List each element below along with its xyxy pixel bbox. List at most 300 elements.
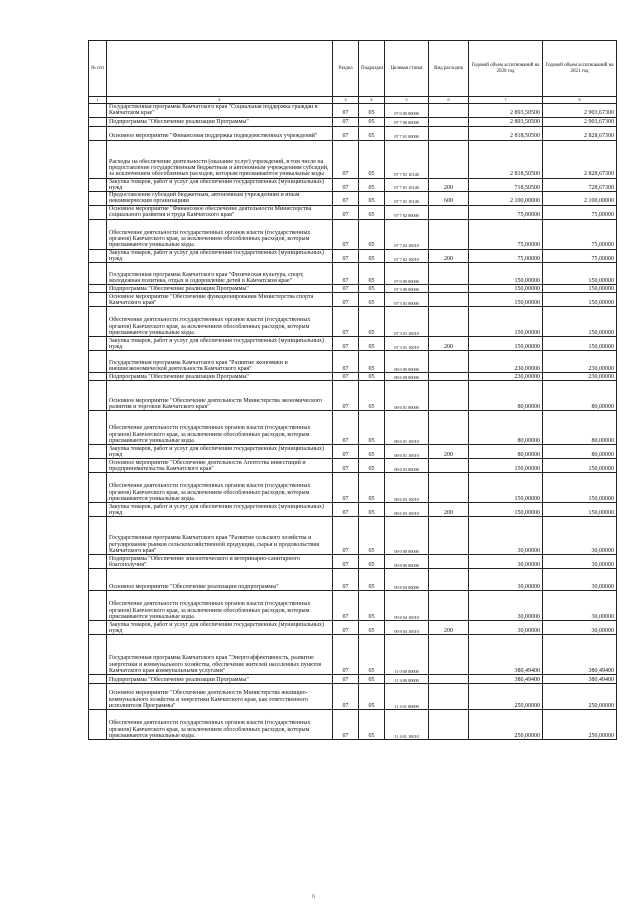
section-cell: 07 <box>333 178 359 192</box>
section-cell: 07 <box>333 675 359 684</box>
row-number-cell <box>89 710 107 740</box>
subsection-cell: 05 <box>359 517 385 555</box>
subsection-cell: 05 <box>359 635 385 675</box>
volume-2020-cell: 230,00000 <box>469 373 543 381</box>
volume-2021-cell: 728,67300 <box>543 178 617 192</box>
column-number: 2 <box>107 97 333 104</box>
target-article-cell: 07 7 02 10010 <box>385 219 429 249</box>
expense-name-cell: Закупка товаров, работ и услуг для обеспечения государственных (муниципальных) нужд <box>107 178 333 192</box>
expense-name-cell: Государственная программа Камчатского края "Энергоэффективность, развитие энергетики и коммунального хозяйства, обеспечение жителей населенных пунктов Камчатского края коммунальными услугами" <box>107 635 333 675</box>
volume-2021-cell: 150,00000 <box>543 503 617 517</box>
target-article-cell: 09 8 04 10010 <box>385 591 429 621</box>
table-row <box>89 126 617 140</box>
subsection-cell: 05 <box>359 192 385 206</box>
volume-2021-cell: 75,00000 <box>543 219 617 249</box>
volume-2021-cell: 250,00000 <box>543 684 617 710</box>
expense-type-cell: 200 <box>429 178 469 192</box>
subsection-cell: 05 <box>359 178 385 192</box>
row-number-cell <box>89 205 107 219</box>
table-row <box>89 263 617 285</box>
volume-2020-cell: 2 893,50500 <box>469 104 543 118</box>
volume-2020-cell: 150,00000 <box>469 307 543 337</box>
section-cell: 07 <box>333 517 359 555</box>
volume-2021-cell: 2 100,00000 <box>543 192 617 206</box>
section-cell: 07 <box>333 411 359 445</box>
section-cell: 07 <box>333 381 359 411</box>
expense-type-cell <box>429 219 469 249</box>
volume-2020-cell: 150,00000 <box>469 263 543 285</box>
table-header-row <box>89 41 617 97</box>
target-article-cell: 08 6 01 10010 <box>385 411 429 445</box>
volume-2021-cell: 75,00000 <box>543 205 617 219</box>
subsection-cell: 05 <box>359 684 385 710</box>
expense-name-cell: Основное мероприятие "Финансовое обеспечение деятельности Министерства социального развития и труда Камчатского края" <box>107 205 333 219</box>
subsection-cell: 05 <box>359 351 385 373</box>
expense-name-cell: Подпрограмма "Обеспечение эпизоотического и ветеринарно-санитарного благополучия" <box>107 555 333 569</box>
expense-name-cell: Обеспечение деятельности государственных органов власти (государственных органов) Камчатского края, за исключением обособленных расходов, которым присваиваются уникальные коды. <box>107 219 333 249</box>
subsection-cell: 05 <box>359 140 385 178</box>
expense-type-cell <box>429 381 469 411</box>
subsection-cell: 05 <box>359 621 385 635</box>
section-cell: 07 <box>333 126 359 140</box>
header-expense-type: Вид расходов <box>429 41 469 97</box>
row-number-cell <box>89 445 107 459</box>
volume-2021-cell: 150,00000 <box>543 459 617 473</box>
table-body <box>89 104 617 740</box>
expense-name-cell: Обеспечение деятельности государственных органов власти (государственных органов) Камчатского края, за исключением обособленных расходов, которым присваиваются уникальные коды. <box>107 307 333 337</box>
expense-type-cell: 200 <box>429 445 469 459</box>
volume-2020-cell: 150,00000 <box>469 503 543 517</box>
table-row <box>89 411 617 445</box>
table-row <box>89 569 617 591</box>
target-article-cell: 08 6 01 10010 <box>385 445 429 459</box>
table-row <box>89 178 617 192</box>
volume-2020-cell: 150,00000 <box>469 459 543 473</box>
header-section: Раздел <box>333 41 359 97</box>
target-article-cell: 07 7 01 00000 <box>385 126 429 140</box>
subsection-cell: 05 <box>359 126 385 140</box>
subsection-cell: 05 <box>359 205 385 219</box>
volume-2020-cell: 150,00000 <box>469 473 543 503</box>
expense-name-cell: Основное мероприятие "Обеспечение реализации подпрограммы" <box>107 569 333 591</box>
target-article-cell: 11 4 00 00000 <box>385 675 429 684</box>
section-cell: 07 <box>333 445 359 459</box>
expense-type-cell <box>429 104 469 118</box>
column-number: 1 <box>89 97 107 104</box>
volume-2020-cell: 150,00000 <box>469 285 543 293</box>
section-cell: 07 <box>333 140 359 178</box>
table-row <box>89 285 617 293</box>
expense-type-cell <box>429 473 469 503</box>
expense-type-cell: 200 <box>429 249 469 263</box>
subsection-cell: 05 <box>359 219 385 249</box>
row-number-cell <box>89 178 107 192</box>
volume-2021-cell: 80,00000 <box>543 411 617 445</box>
row-number-cell <box>89 411 107 445</box>
section-cell: 07 <box>333 555 359 569</box>
target-article-cell: 08 0 00 00000 <box>385 351 429 373</box>
expense-type-cell <box>429 307 469 337</box>
table-row <box>89 473 617 503</box>
header-volume-2021: Годовой объем ассигнований на 2021 год <box>543 41 617 97</box>
volume-2021-cell: 80,00000 <box>543 381 617 411</box>
volume-2020-cell: 2 893,50500 <box>469 117 543 126</box>
expense-name-cell: Закупка товаров, работ и услуг для обеспечения государственных (муниципальных) нужд <box>107 249 333 263</box>
expense-type-cell <box>429 675 469 684</box>
volume-2020-cell: 380,49400 <box>469 675 543 684</box>
expense-name-cell: Основное мероприятие "Финансовая поддержка подведомственных учреждений" <box>107 126 333 140</box>
subsection-cell: 05 <box>359 373 385 381</box>
subsection-cell: 05 <box>359 117 385 126</box>
expense-type-cell <box>429 459 469 473</box>
target-article-cell: 08 6 03 00000 <box>385 459 429 473</box>
expense-type-cell <box>429 569 469 591</box>
subsection-cell: 05 <box>359 411 385 445</box>
header-volume-2020: Годовой объем ассигнований на 2020 год <box>469 41 543 97</box>
volume-2021-cell: 80,00000 <box>543 445 617 459</box>
column-number: 5 <box>385 97 429 104</box>
volume-2020-cell: 75,00000 <box>469 249 543 263</box>
table-row <box>89 219 617 249</box>
expense-type-cell <box>429 126 469 140</box>
section-cell: 07 <box>333 192 359 206</box>
volume-2021-cell: 2 903,67300 <box>543 117 617 126</box>
target-article-cell: 07 3 00 00000 <box>385 285 429 293</box>
target-article-cell: 08 6 03 10010 <box>385 503 429 517</box>
target-article-cell: 07 7 02 10010 <box>385 249 429 263</box>
volume-2021-cell: 250,00000 <box>543 710 617 740</box>
volume-2020-cell: 718,50500 <box>469 178 543 192</box>
expense-name-cell: Обеспечение деятельности государственных органов власти (государственных органов) Камчатского края, за исключением обособленных расходов, которым присваиваются уникальные коды. <box>107 411 333 445</box>
expense-name-cell: Основное мероприятие "Обеспечение функционирования Министерства спорта Камчатского края" <box>107 293 333 307</box>
volume-2020-cell: 30,00000 <box>469 555 543 569</box>
expense-type-cell <box>429 373 469 381</box>
expense-name-cell: Государственная программа Камчатского края "Социальная поддержка граждан в Камчатском крае" <box>107 104 333 118</box>
header-number: № п/п <box>89 41 107 97</box>
volume-2021-cell: 30,00000 <box>543 591 617 621</box>
table-row <box>89 621 617 635</box>
expense-type-cell <box>429 117 469 126</box>
row-number-cell <box>89 117 107 126</box>
volume-2020-cell: 30,00000 <box>469 517 543 555</box>
volume-2020-cell: 80,00000 <box>469 445 543 459</box>
subsection-cell: 05 <box>359 307 385 337</box>
volume-2020-cell: 80,00000 <box>469 381 543 411</box>
row-number-cell <box>89 381 107 411</box>
expense-type-cell <box>429 710 469 740</box>
expense-name-cell: Подпрограмма "Обеспечение реализации Программы" <box>107 285 333 293</box>
subsection-cell: 05 <box>359 445 385 459</box>
section-cell: 07 <box>333 249 359 263</box>
volume-2020-cell: 230,00000 <box>469 351 543 373</box>
row-number-cell <box>89 569 107 591</box>
target-article-cell: 09 8 00 00000 <box>385 555 429 569</box>
row-number-cell <box>89 307 107 337</box>
expense-name-cell: Основное мероприятие "Обеспечение деятельности Агентства инвестиций и предпринимательства Камчатского края" <box>107 459 333 473</box>
volume-2021-cell: 150,00000 <box>543 285 617 293</box>
subsection-cell: 05 <box>359 285 385 293</box>
table-row <box>89 675 617 684</box>
table-row <box>89 249 617 263</box>
row-number-cell <box>89 473 107 503</box>
expense-name-cell: Обеспечение деятельности государственных органов власти (государственных органов) Камчатского края, за исключением обособленных расходов, которым присваиваются уникальные коды. <box>107 473 333 503</box>
volume-2021-cell: 2 903,67300 <box>543 104 617 118</box>
section-cell: 07 <box>333 459 359 473</box>
table-row <box>89 293 617 307</box>
table-row <box>89 205 617 219</box>
volume-2021-cell: 75,00000 <box>543 249 617 263</box>
expense-type-cell <box>429 555 469 569</box>
header-target-article: Целевая статья <box>385 41 429 97</box>
row-number-cell <box>89 351 107 373</box>
subsection-cell: 05 <box>359 263 385 285</box>
section-cell: 07 <box>333 285 359 293</box>
row-number-cell <box>89 337 107 351</box>
row-number-cell <box>89 219 107 249</box>
target-article-cell: 09 8 04 10010 <box>385 621 429 635</box>
target-article-cell: 09 8 04 00000 <box>385 569 429 591</box>
expense-name-cell: Предоставление субсидий бюджетным, автономным учреждениям и иным некоммерческим организациям <box>107 192 333 206</box>
appropriations-table <box>88 40 617 740</box>
volume-2020-cell: 30,00000 <box>469 591 543 621</box>
section-cell: 07 <box>333 473 359 503</box>
volume-2021-cell: 30,00000 <box>543 517 617 555</box>
header-name <box>107 41 333 97</box>
volume-2021-cell: 30,00000 <box>543 621 617 635</box>
header-subsection: Подраздел <box>359 41 385 97</box>
volume-2021-cell: 30,00000 <box>543 569 617 591</box>
expense-name-cell: Закупка товаров, работ и услуг для обеспечения государственных (муниципальных) нужд <box>107 621 333 635</box>
expense-type-cell: 200 <box>429 621 469 635</box>
table-row <box>89 445 617 459</box>
target-article-cell: 07 7 00 00000 <box>385 117 429 126</box>
section-cell: 07 <box>333 503 359 517</box>
expense-name-cell: Подпрограмма "Обеспечение реализации Программы" <box>107 373 333 381</box>
table-row <box>89 503 617 517</box>
section-cell: 07 <box>333 205 359 219</box>
subsection-cell: 05 <box>359 473 385 503</box>
table-row <box>89 517 617 555</box>
row-number-cell <box>89 503 107 517</box>
volume-2020-cell: 150,00000 <box>469 293 543 307</box>
row-number-cell <box>89 126 107 140</box>
table-row <box>89 710 617 740</box>
target-article-cell: 11 4 01 10010 <box>385 710 429 740</box>
target-article-cell: 07 0 00 00000 <box>385 104 429 118</box>
expense-name-cell: Закупка товаров, работ и услуг для обеспечения государственных (муниципальных) нужд <box>107 337 333 351</box>
subsection-cell: 05 <box>359 591 385 621</box>
target-article-cell: 07 3 01 10010 <box>385 307 429 337</box>
subsection-cell: 05 <box>359 503 385 517</box>
section-cell: 07 <box>333 104 359 118</box>
expense-name-cell: Основное мероприятие "Обеспечение деятельности Министерства жилищно-коммунального хозяйства и энергетики Камчатского края, как ответственного исполнителя Программы" <box>107 684 333 710</box>
row-number-cell <box>89 621 107 635</box>
target-article-cell: 09 0 00 00000 <box>385 517 429 555</box>
expense-name-cell: Основное мероприятие "Обеспечение деятельности Министерства экономического развития и торговли Камчатского края" <box>107 381 333 411</box>
expense-type-cell <box>429 684 469 710</box>
section-cell: 07 <box>333 351 359 373</box>
volume-2021-cell: 150,00000 <box>543 337 617 351</box>
expense-type-cell <box>429 263 469 285</box>
row-number-cell <box>89 684 107 710</box>
subsection-cell: 05 <box>359 293 385 307</box>
expense-type-cell: 200 <box>429 503 469 517</box>
target-article-cell: 08 6 03 10010 <box>385 473 429 503</box>
volume-2020-cell: 2 100,00000 <box>469 192 543 206</box>
target-article-cell: 07 7 01 10140 <box>385 192 429 206</box>
expense-type-cell <box>429 517 469 555</box>
section-cell: 07 <box>333 373 359 381</box>
section-cell: 07 <box>333 710 359 740</box>
section-cell: 07 <box>333 337 359 351</box>
row-number-cell <box>89 635 107 675</box>
target-article-cell: 07 7 02 00000 <box>385 205 429 219</box>
volume-2020-cell: 2 818,50500 <box>469 126 543 140</box>
table-row <box>89 351 617 373</box>
column-number-row <box>89 97 617 104</box>
expense-name-cell: Государственная программа Камчатского края "Развитие экономики и внешнеэкономической деятельности Камчатского края" <box>107 351 333 373</box>
row-number-cell <box>89 249 107 263</box>
volume-2020-cell: 250,00000 <box>469 684 543 710</box>
row-number-cell <box>89 675 107 684</box>
subsection-cell: 05 <box>359 675 385 684</box>
expense-type-cell <box>429 205 469 219</box>
table-row <box>89 591 617 621</box>
subsection-cell: 05 <box>359 249 385 263</box>
expense-type-cell: 600 <box>429 192 469 206</box>
table-row <box>89 117 617 126</box>
expense-name-cell: Расходы на обеспечение деятельности (оказание услуг) учреждений, в том числе на предоставление государственным бюджетным и автономным учреждениям субсидий, за исключением обособленных расходов, которым присваиваются уникальные коды <box>107 140 333 178</box>
column-number: 8 <box>543 97 617 104</box>
volume-2020-cell: 75,00000 <box>469 205 543 219</box>
volume-2020-cell: 150,00000 <box>469 337 543 351</box>
table-row <box>89 104 617 118</box>
subsection-cell: 05 <box>359 459 385 473</box>
expense-type-cell <box>429 591 469 621</box>
volume-2021-cell: 380,49400 <box>543 675 617 684</box>
row-number-cell <box>89 104 107 118</box>
volume-2020-cell: 30,00000 <box>469 621 543 635</box>
section-cell: 07 <box>333 621 359 635</box>
volume-2020-cell: 75,00000 <box>469 219 543 249</box>
subsection-cell: 05 <box>359 337 385 351</box>
section-cell: 07 <box>333 307 359 337</box>
target-article-cell: 07 3 01 00000 <box>385 293 429 307</box>
table-row <box>89 635 617 675</box>
subsection-cell: 05 <box>359 569 385 591</box>
row-number-cell <box>89 517 107 555</box>
volume-2021-cell: 230,00000 <box>543 373 617 381</box>
volume-2021-cell: 2 828,67300 <box>543 126 617 140</box>
target-article-cell: 07 0 00 00000 <box>385 263 429 285</box>
page-number: 6 <box>312 894 315 900</box>
table-row <box>89 373 617 381</box>
row-number-cell <box>89 591 107 621</box>
expense-name-cell: Подпрограмма "Обеспечение реализации Программы" <box>107 117 333 126</box>
volume-2020-cell: 2 818,50500 <box>469 140 543 178</box>
volume-2021-cell: 2 828,67300 <box>543 140 617 178</box>
section-cell: 07 <box>333 684 359 710</box>
expense-name-cell: Подпрограмма "Обеспечение реализации Программы" <box>107 675 333 684</box>
target-article-cell: 08 6 01 00000 <box>385 381 429 411</box>
row-number-cell <box>89 373 107 381</box>
target-article-cell: 08 6 00 00000 <box>385 373 429 381</box>
column-number: 4 <box>359 97 385 104</box>
volume-2021-cell: 150,00000 <box>543 263 617 285</box>
volume-2021-cell: 150,00000 <box>543 473 617 503</box>
expense-type-cell <box>429 285 469 293</box>
expense-type-cell <box>429 293 469 307</box>
volume-2021-cell: 230,00000 <box>543 351 617 373</box>
expense-type-cell <box>429 411 469 445</box>
row-number-cell <box>89 293 107 307</box>
column-number: 7 <box>469 97 543 104</box>
table-row <box>89 337 617 351</box>
row-number-cell <box>89 192 107 206</box>
volume-2021-cell: 150,00000 <box>543 293 617 307</box>
subsection-cell: 05 <box>359 381 385 411</box>
expense-name-cell: Закупка товаров, работ и услуг для обеспечения государственных (муниципальных) нужд <box>107 445 333 459</box>
subsection-cell: 05 <box>359 710 385 740</box>
table-row <box>89 684 617 710</box>
row-number-cell <box>89 459 107 473</box>
row-number-cell <box>89 285 107 293</box>
expense-name-cell: Обеспечение деятельности государственных органов власти (государственных органов) Камчатского края, за исключением обособленных расходов, которым присваиваются уникальные коды. <box>107 591 333 621</box>
section-cell: 07 <box>333 219 359 249</box>
volume-2021-cell: 150,00000 <box>543 307 617 337</box>
expense-type-cell <box>429 351 469 373</box>
table-row <box>89 459 617 473</box>
table-row <box>89 192 617 206</box>
volume-2021-cell: 30,00000 <box>543 555 617 569</box>
table-row <box>89 381 617 411</box>
section-cell: 07 <box>333 591 359 621</box>
subsection-cell: 05 <box>359 555 385 569</box>
row-number-cell <box>89 140 107 178</box>
subsection-cell: 05 <box>359 104 385 118</box>
expense-name-cell: Государственная программа Камчатского края "Физическая культура, спорт, молодежная политика, отдых и оздоровление детей в Камчатском крае" <box>107 263 333 285</box>
expense-type-cell: 200 <box>429 337 469 351</box>
expense-name-cell: Закупка товаров, работ и услуг для обеспечения государственных (муниципальных) нужд <box>107 503 333 517</box>
target-article-cell: 11 0 00 00000 <box>385 635 429 675</box>
expense-type-cell <box>429 140 469 178</box>
volume-2020-cell: 380,49400 <box>469 635 543 675</box>
target-article-cell: 07 7 01 10140 <box>385 140 429 178</box>
table-row <box>89 140 617 178</box>
column-number: 3 <box>333 97 359 104</box>
section-cell: 07 <box>333 635 359 675</box>
volume-2020-cell: 30,00000 <box>469 569 543 591</box>
section-cell: 07 <box>333 263 359 285</box>
section-cell: 07 <box>333 117 359 126</box>
volume-2021-cell: 380,49400 <box>543 635 617 675</box>
row-number-cell <box>89 555 107 569</box>
volume-2020-cell: 80,00000 <box>469 411 543 445</box>
section-cell: 07 <box>333 293 359 307</box>
target-article-cell: 11 4 01 00000 <box>385 684 429 710</box>
table-row <box>89 555 617 569</box>
section-cell: 07 <box>333 569 359 591</box>
column-number: 6 <box>429 97 469 104</box>
expense-name-cell: Обеспечение деятельности государственных органов власти (государственных органов) Камчатского края, за исключением обособленных расходов, которым присваиваются уникальные коды. <box>107 710 333 740</box>
expense-type-cell <box>429 635 469 675</box>
row-number-cell <box>89 263 107 285</box>
table-row <box>89 307 617 337</box>
target-article-cell: 07 3 01 10010 <box>385 337 429 351</box>
expense-name-cell: Государственная программа Камчатского края "Развитие сельского хозяйства и регулирование рынков сельскохозяйственной продукции, сырья и продовольствия Камчатского края" <box>107 517 333 555</box>
target-article-cell: 07 7 01 10140 <box>385 178 429 192</box>
volume-2020-cell: 250,00000 <box>469 710 543 740</box>
